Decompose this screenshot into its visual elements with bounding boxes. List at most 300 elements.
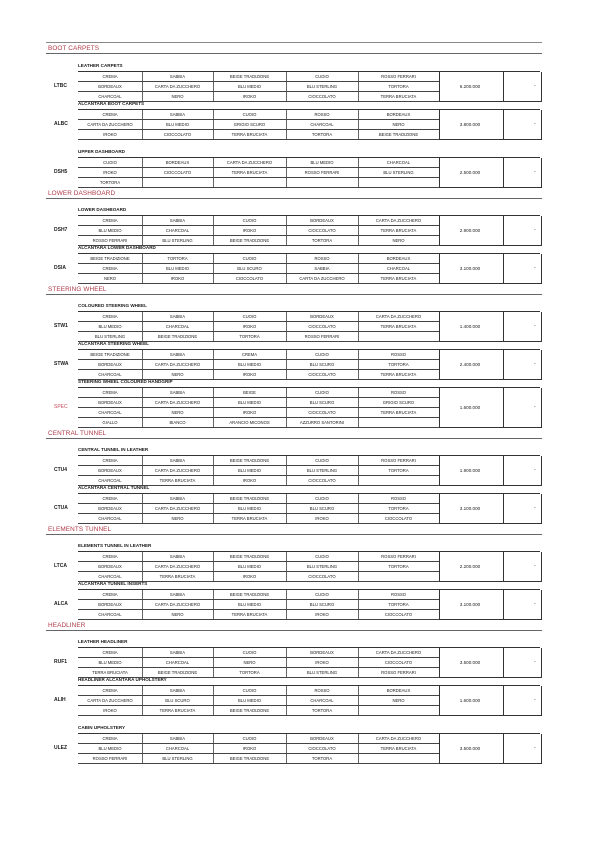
section-title: ELEMENTS TUNNEL [48, 526, 112, 533]
color-cell: IROKO [103, 708, 117, 713]
color-cell: TERRA BRUCIATA [159, 574, 196, 579]
color-cell: CIOCCOLATO [308, 228, 336, 233]
color-cell: SABBIA [169, 74, 186, 79]
color-cell: CHARCOAL [98, 574, 122, 579]
table-row [78, 734, 439, 744]
color-cell: TORTORA [239, 670, 260, 675]
column-divider [213, 178, 214, 187]
color-cell: CIOCCOLATO [384, 660, 413, 665]
color-cell: ROSSO FERRARI [381, 74, 416, 79]
group-header: HEADLINER ALCANTARA UPHOLSTERY [78, 677, 167, 682]
table-row [78, 696, 439, 706]
color-cell: NERO [392, 238, 405, 243]
color-cell: TORTORA [388, 468, 409, 473]
color-cell: CUOIO [242, 218, 257, 223]
option-code: ULEZ [54, 745, 68, 751]
price-value: 3.100.000 [459, 602, 481, 607]
table-row [78, 648, 439, 658]
option-code: ALIH [54, 697, 66, 703]
group-header: UPPER DASHBOARD [78, 149, 125, 154]
price-value: 2.900.000 [459, 228, 481, 233]
color-cell: CREMA [102, 266, 118, 271]
color-cell: TORTORA [388, 362, 409, 367]
color-cell: CHARCOAL [98, 612, 122, 617]
color-cell: BLU STERLING [383, 170, 414, 175]
color-cell: BLU STERLING [162, 756, 193, 761]
color-cell: CARTA DA ZUCCHERO [154, 506, 201, 511]
color-cell: IROKO [315, 612, 329, 617]
color-cell: BORDEAUX [98, 400, 122, 405]
color-cell: BIANCO [169, 420, 186, 425]
table-row [78, 562, 439, 572]
color-cell: TORTORA [388, 506, 409, 511]
option-code: ALCA [54, 601, 68, 607]
color-cell: SABBIA [169, 592, 186, 597]
color-cell: CUOIO [315, 496, 329, 501]
color-cell: IROKO [242, 746, 257, 751]
color-cell: ROSSO FERRARI [92, 756, 128, 761]
color-cell: CUOIO [242, 256, 257, 261]
price-value: 1.900.000 [459, 468, 481, 473]
color-cell: BORDEAUX [165, 160, 190, 165]
color-cell: CREMA [102, 112, 118, 117]
color-cell: ROSSO FERRARI [304, 170, 340, 175]
table-row [78, 408, 439, 418]
color-cell: CHARCOAL [98, 372, 122, 377]
color-cell: TERRA BRUCIATA [231, 170, 268, 175]
color-cell: SABBIA [169, 314, 186, 319]
color-cell: CIOCCOLATO [308, 372, 336, 377]
price-divider [503, 590, 504, 619]
color-cell: ROSSO FERRARI [381, 670, 416, 675]
color-cell: BLU MEDIO [98, 324, 122, 329]
color-cell: CARTA DA ZUCCHERO [226, 160, 273, 165]
color-cell: CARTA DA ZUCCHERO [87, 698, 133, 703]
group-header: ALCANTARA STEERING WHEEL [78, 341, 149, 346]
color-cell: CREMA [102, 390, 118, 395]
table-row [78, 274, 439, 284]
color-cell: CHARCOAL [98, 410, 122, 415]
color-cell: BEIGE TRADIZIONE [157, 334, 198, 339]
color-cell: IROKO [242, 324, 257, 329]
color-cell: TORTORA [167, 256, 188, 261]
group-header: ELEMENTS TUNNEL IN LEATHER [78, 543, 152, 548]
color-cell: NERO [392, 698, 405, 703]
option-code: CTU4 [54, 467, 68, 473]
color-cell: BLU STERLING [94, 334, 126, 339]
price-extra: - [534, 563, 536, 569]
price-extra: - [534, 745, 536, 751]
color-cell: BEIGE TRADIZIONE [229, 496, 270, 501]
color-cell: BLU SCURO [309, 602, 335, 607]
color-cell: IROKO [242, 410, 257, 415]
color-cell: ROSSO [314, 256, 330, 261]
color-cell: GRIGIO SCURO [233, 122, 266, 127]
table-row [78, 312, 439, 322]
price-value: 1.400.000 [459, 324, 481, 329]
color-cell: NERO [103, 276, 117, 281]
color-cell: TORTORA [311, 132, 333, 137]
table-row [78, 658, 439, 668]
color-cell: CUOIO [315, 352, 329, 357]
price-extra: - [534, 83, 536, 89]
color-cell: CUOIO [242, 112, 257, 117]
color-cell: IROKO [103, 132, 117, 137]
color-cell: SABBIA [169, 496, 186, 501]
color-cell: TERRA BRUCIATA [231, 516, 268, 521]
group-header: ALCANTARA CENTRAL TUNNEL [78, 485, 150, 490]
price-extra: - [534, 467, 536, 473]
color-cell: CARTA DA ZUCCHERO [375, 650, 422, 655]
color-cell: SABBIA [169, 218, 186, 223]
color-cell: TERRA BRUCIATA [380, 228, 417, 233]
color-cell: CREMA [102, 554, 118, 559]
color-cell: BLU MEDIO [165, 122, 190, 127]
color-cell: CREMA [102, 688, 118, 693]
group-header: ALCANTARA TUNNEL INSERTS [78, 581, 148, 586]
group-header: ALCANTARA LOWER DASHBOARD [78, 245, 156, 250]
color-cell: BEIGE TRADIZIONE [229, 238, 270, 243]
color-cell: BLU MEDIO [165, 266, 190, 271]
color-cell: BEIGE TRADIZIONE [378, 132, 419, 137]
color-cell: GIALLO [102, 420, 118, 425]
color-cell: BORDEAUX [386, 112, 411, 117]
color-cell: TERRA BRUCIATA [380, 276, 417, 281]
color-cell: CUOIO [315, 592, 329, 597]
color-cell: IROKO [242, 228, 257, 233]
price-value: 3.500.000 [459, 746, 481, 751]
color-cell: ROSSO FERRARI [92, 238, 128, 243]
color-cell: SABBIA [314, 266, 330, 271]
section-title: LOWER DASHBOARD [48, 190, 116, 197]
price-extra: - [534, 227, 536, 233]
color-cell: ROSSO FERRARI [381, 554, 416, 559]
color-cell: TORTORA [388, 564, 409, 569]
table-row [78, 72, 439, 82]
table-row [78, 494, 439, 504]
color-cell: CIOCCOLATO [384, 612, 413, 617]
color-cell: BORDEAUX [310, 314, 334, 319]
color-cell: BEIGE TRADIZIONE [90, 352, 130, 357]
color-cell: CARTA DA ZUCCHERO [154, 564, 201, 569]
color-cell: BLU SCURO [309, 400, 335, 405]
price-extra: - [534, 697, 536, 703]
color-cell: CREMA [102, 74, 118, 79]
color-cell: CHARCOAL [165, 660, 190, 665]
color-cell: CHARCOAL [310, 698, 334, 703]
section-title: STEERING WHEEL [48, 286, 107, 293]
color-cell: BEIGE TRADIZIONE [229, 708, 270, 713]
color-cell: CIOCCOLATO [163, 170, 192, 175]
color-cell: CUOIO [242, 650, 257, 655]
color-cell: TORTORA [388, 602, 409, 607]
price-value: 1.600.000 [459, 698, 481, 703]
option-code: CTUA [54, 505, 68, 511]
color-cell: BORDEAUX [310, 736, 334, 741]
section-title: HEADLINER [48, 622, 86, 629]
price-divider [503, 388, 504, 427]
color-cell: CIOCCOLATO [308, 478, 336, 483]
price-extra: - [534, 601, 536, 607]
price-value: 3.100.000 [459, 506, 481, 511]
price-extra: - [534, 361, 536, 367]
table-row [78, 120, 439, 130]
price-extra: - [534, 121, 536, 127]
price-divider [503, 110, 504, 139]
table-row [78, 610, 439, 620]
table-row [78, 418, 439, 428]
price-divider [503, 686, 504, 715]
color-cell: CIOCCOLATO [384, 516, 413, 521]
table-row [78, 754, 439, 764]
table-row [78, 398, 439, 408]
option-code: LTBC [54, 83, 67, 89]
price-extra: - [534, 323, 536, 329]
group-header: CABIN UPHOLSTERY [78, 725, 126, 730]
price-divider [503, 312, 504, 341]
color-cell: CARTA DA ZUCCHERO [299, 276, 345, 281]
color-cell: BLU MEDIO [98, 746, 122, 751]
color-cell: BEIGE TRADIZIONE [229, 592, 270, 597]
color-cell: IROKO [103, 170, 117, 175]
table-row [78, 466, 439, 476]
price-value: 1.600.000 [459, 405, 481, 410]
column-divider [142, 178, 143, 187]
color-cell: NERO [171, 94, 184, 99]
color-cell: CHARCOAL [165, 746, 190, 751]
color-cell: CREMA [102, 314, 118, 319]
color-cell: CIOCCOLATO [235, 276, 264, 281]
color-cell: BORDEAUX [98, 602, 122, 607]
table-row [78, 226, 439, 236]
section-title: CENTRAL TUNNEL [48, 430, 107, 437]
color-cell: BLU MEDIO [237, 698, 262, 703]
color-cell: NERO [243, 660, 256, 665]
color-cell: SABBIA [169, 352, 186, 357]
color-cell: CUOIO [242, 314, 257, 319]
color-cell: AZZURRO SANTORINI [299, 420, 345, 425]
color-cell: TERRA BRUCIATA [159, 708, 196, 713]
section-rule [46, 53, 542, 54]
color-cell: BORDEAUX [98, 468, 122, 473]
color-cell: CHARCOAL [386, 266, 411, 271]
color-cell: CHARCOAL [386, 160, 411, 165]
color-cell: ROSSO [390, 390, 407, 395]
color-cell: SABBIA [169, 554, 186, 559]
color-cell: BORDEAUX [310, 650, 334, 655]
price-value: 3.800.000 [459, 122, 481, 127]
color-cell: BLU STERLING [306, 670, 338, 675]
color-cell: IROKO [315, 516, 329, 521]
color-cell: CHARCOAL [98, 94, 122, 99]
color-cell: BEIGE TRADIZIONE [229, 458, 270, 463]
color-cell: BLU SCURO [309, 506, 335, 511]
column-divider [358, 754, 359, 763]
column-divider [358, 418, 359, 427]
color-cell: BLU MEDIO [237, 468, 262, 473]
color-cell: BLU SCURO [309, 362, 335, 367]
color-cell: TERRA BRUCIATA [380, 324, 417, 329]
column-divider [286, 178, 287, 187]
color-cell: BORDEAUX [98, 564, 122, 569]
table-row [78, 216, 439, 226]
color-cell: ROSSO [390, 496, 407, 501]
price-divider [503, 648, 504, 677]
color-cell: CUOIO [103, 160, 117, 165]
color-cell: CARTA DA ZUCCHERO [375, 736, 422, 741]
color-cell: TORTORA [388, 84, 409, 89]
table-row [78, 388, 439, 398]
table-row [78, 110, 439, 120]
color-cell: ROSSO [314, 112, 330, 117]
color-cell: BLU MEDIO [237, 362, 262, 367]
color-cell: NERO [171, 612, 184, 617]
price-extra: - [534, 659, 536, 665]
price-value: 2.400.000 [459, 362, 481, 367]
option-code: DSIA [54, 265, 66, 271]
column-divider [358, 706, 359, 715]
color-cell: TERRA BRUCIATA [380, 94, 417, 99]
table-row [78, 254, 439, 264]
color-cell: NERO [171, 516, 184, 521]
color-cell: CREMA [102, 650, 118, 655]
column-divider [358, 572, 359, 581]
group-header: LOWER DASHBOARD [78, 207, 127, 212]
color-cell: CUOIO [242, 736, 257, 741]
table-row [78, 178, 439, 188]
color-cell: IROKO [170, 276, 185, 281]
color-cell: TERRA BRUCIATA [159, 478, 196, 483]
table-row [78, 686, 439, 696]
color-cell: CUOIO [242, 688, 257, 693]
color-cell: TERRA BRUCIATA [380, 372, 417, 377]
group-header: LEATHER HEADLINER [78, 639, 128, 644]
color-cell: CHARCOAL [165, 228, 190, 233]
color-cell: ROSSO [390, 352, 407, 357]
price-extra: - [534, 265, 536, 271]
color-cell: CARTA DA ZUCCHERO [87, 122, 133, 127]
table-row [78, 322, 439, 332]
price-extra: - [534, 505, 536, 511]
color-cell: TORTORA [239, 334, 260, 339]
color-cell: TERRA BRUCIATA [231, 612, 268, 617]
color-cell: CREMA [102, 496, 118, 501]
price-extra: - [534, 404, 536, 410]
table-row [78, 350, 439, 360]
section-rule [46, 198, 542, 199]
color-cell: BORDEAUX [386, 256, 411, 261]
section-rule [46, 294, 542, 295]
color-cell: IROKO [242, 478, 257, 483]
color-cell: SABBIA [169, 688, 186, 693]
price-divider [503, 552, 504, 581]
color-cell: BLU STERLING [306, 564, 338, 569]
color-cell: BEIGE TRADIZIONE [157, 670, 198, 675]
color-cell: BLU MEDIO [237, 506, 262, 511]
price-divider [503, 734, 504, 763]
color-cell: CREMA [102, 736, 118, 741]
table-row [78, 552, 439, 562]
color-cell: BLU STERLING [306, 468, 338, 473]
color-cell: BORDEAUX [386, 688, 411, 693]
group-header: STEERING WHEEL COLOURED HANDGRIP [78, 379, 173, 384]
group-header: LEATHER CARPETS [78, 63, 123, 68]
color-cell: CREMA [102, 592, 118, 597]
color-cell: NERO [171, 410, 184, 415]
option-code: ALBC [54, 121, 68, 127]
color-cell: CARTA DA ZUCCHERO [154, 400, 201, 405]
color-cell: IROKO [315, 660, 329, 665]
color-cell: BEIGE [243, 390, 256, 395]
color-cell: TORTORA [311, 756, 333, 761]
color-cell: BLU MEDIO [237, 400, 262, 405]
color-cell: CIOCCOLATO [308, 94, 336, 99]
color-cell: ROSSO FERRARI [304, 334, 340, 339]
color-cell: IROKO [242, 372, 257, 377]
color-cell: SABBIA [169, 112, 186, 117]
color-cell: CIOCCOLATO [308, 746, 336, 751]
color-cell: BLU MEDIO [98, 228, 122, 233]
color-cell: CARTA DA ZUCCHERO [154, 468, 201, 473]
color-cell: BEIGE TRADIZIONE [90, 256, 130, 261]
color-cell: CARTA DA ZUCCHERO [154, 362, 201, 367]
top-rule [46, 42, 542, 43]
column-divider [358, 332, 359, 341]
table-row [78, 168, 439, 178]
color-cell: CUOIO [315, 458, 329, 463]
price-value: 3.100.000 [459, 266, 481, 271]
table-row [78, 158, 439, 168]
table-row [78, 504, 439, 514]
color-cell: CUOIO [315, 554, 329, 559]
color-cell: BORDEAUX [98, 506, 122, 511]
color-cell: BLU MEDIO [310, 160, 334, 165]
color-cell: CHARCOAL [165, 324, 190, 329]
color-cell: CIOCCOLATO [308, 574, 336, 579]
color-cell: ROSSO [314, 688, 330, 693]
color-cell: CIOCCOLATO [308, 410, 336, 415]
color-cell: CIOCCOLATO [163, 132, 192, 137]
table-row [78, 706, 439, 716]
price-divider [503, 456, 504, 485]
section-title: BOOT CARPETS [48, 45, 100, 52]
color-cell: SABBIA [169, 458, 186, 463]
color-cell: NERO [392, 122, 405, 127]
price-divider [503, 254, 504, 283]
table-row [78, 514, 439, 524]
color-cell: CARTA DA ZUCCHERO [375, 314, 422, 319]
color-cell: BEIGE TRADIZIONE [229, 756, 270, 761]
color-cell: BLU STERLING [162, 238, 193, 243]
group-header: ALCANTARA BOOT CARPETS [78, 101, 145, 106]
column-divider [358, 476, 359, 485]
color-cell: ROSSO FERRARI [381, 458, 416, 463]
section-rule [46, 534, 542, 535]
color-cell: ROSSO [390, 592, 407, 597]
group-header: CENTRAL TUNNEL IN LEATHER [78, 447, 149, 452]
table-row [78, 590, 439, 600]
table-row [78, 744, 439, 754]
color-cell: CARTA DA ZUCCHERO [375, 218, 422, 223]
color-cell: ARANCIO MICONOS [229, 420, 270, 425]
option-code: SPEC [54, 404, 68, 410]
color-cell: TORTORA [99, 180, 121, 185]
color-cell: BORDEAUX [310, 218, 334, 223]
color-cell: TERRA BRUCIATA [92, 670, 128, 675]
color-cell: SABBIA [169, 390, 186, 395]
table-row [78, 130, 439, 140]
color-cell: BLU MEDIO [98, 660, 122, 665]
